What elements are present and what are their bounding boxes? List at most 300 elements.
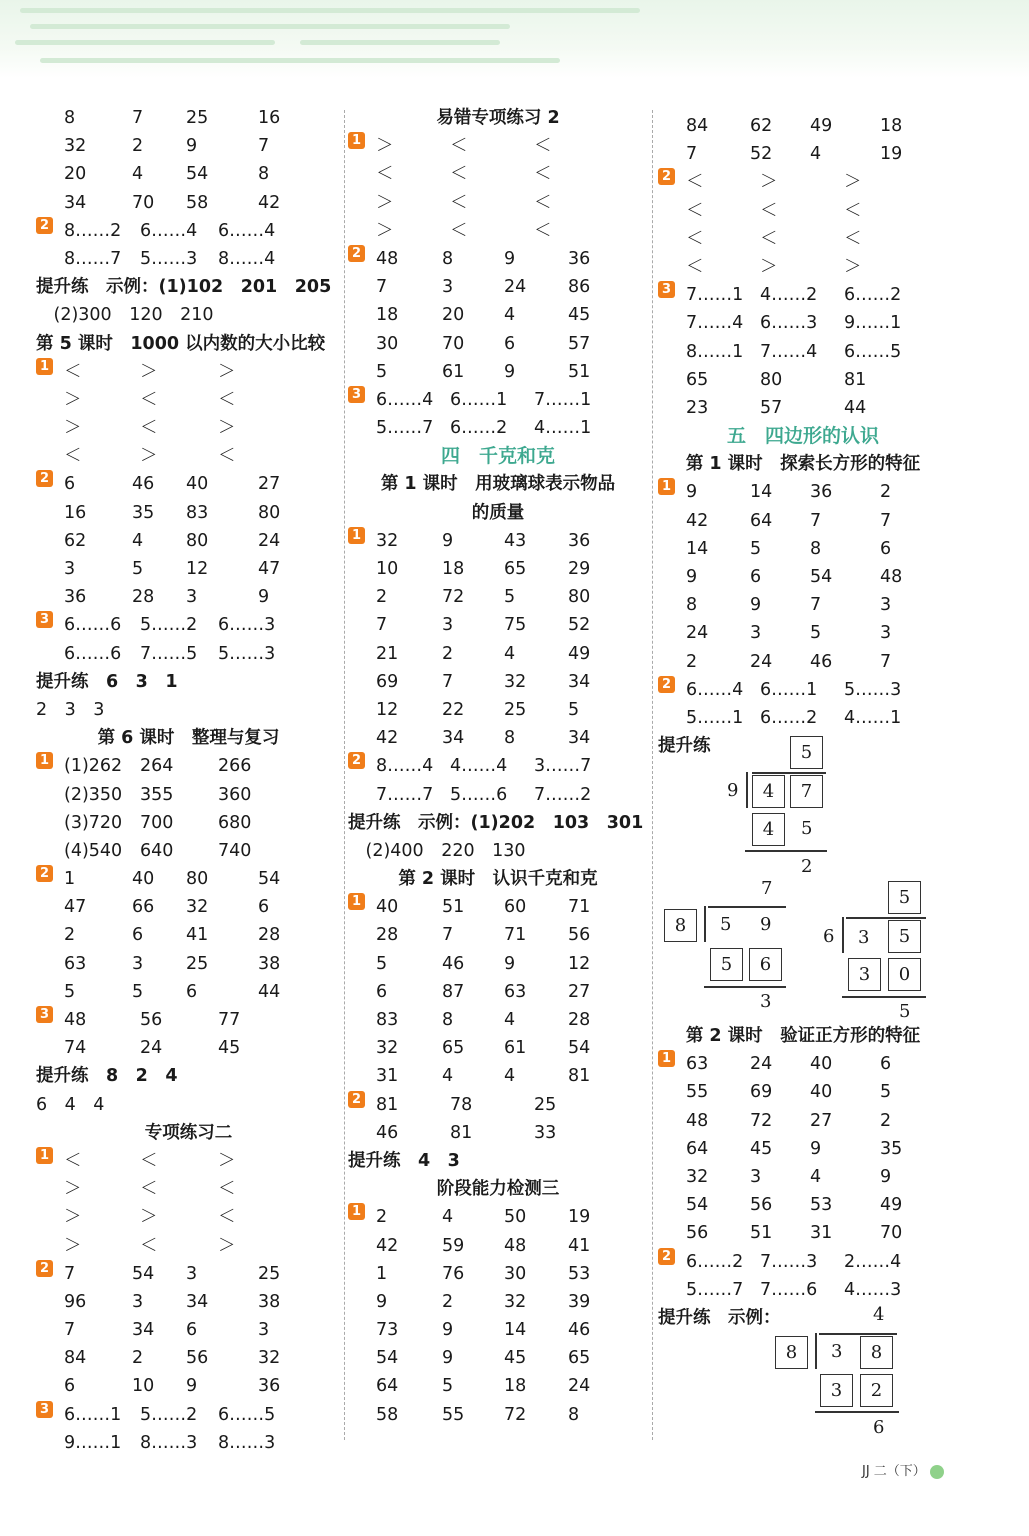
answer-cell: 4 (810, 144, 822, 165)
answer-cell: 6 (64, 474, 76, 495)
answer-cell: 36 (568, 248, 591, 269)
answer-cell: 8 (442, 248, 454, 269)
question-number-badge: 2 (36, 1260, 53, 1277)
divisor-box: 8 (664, 909, 697, 942)
answer-cell: 5……6 (450, 784, 508, 805)
answer-cell: ＞ (760, 172, 778, 193)
answer-cell: ＞ (218, 418, 236, 439)
answer-cell: 40 (810, 1082, 833, 1103)
answer-cell: 80 (258, 502, 281, 523)
answer-cell: 7……1 (534, 389, 592, 410)
answer-cell: 5……1 (686, 707, 744, 728)
answer-cell: 49 (880, 1195, 903, 1216)
quotient-box: 5 (888, 881, 921, 914)
answer-cell: 7 (376, 277, 388, 298)
answer-row (36, 245, 341, 273)
answer-cell: ＜ (534, 164, 552, 185)
answer-row (348, 640, 648, 668)
answer-cell: 5 (810, 623, 822, 644)
lesson-heading: 第 1 课时 探索长方形的特征 (685, 454, 921, 475)
answer-cell: 5……3 (844, 679, 902, 700)
answer-cell: 54 (186, 164, 209, 185)
answer-row (36, 1401, 341, 1429)
answer-row (348, 1316, 648, 1344)
answer-cell: ＞ (140, 361, 158, 382)
answer-cell: 3 (186, 587, 198, 608)
answer-row (348, 696, 648, 724)
subtraction-line (704, 986, 786, 988)
answer-cell: 6 (750, 567, 762, 587)
answer-cell: 2 (132, 136, 144, 157)
answer-cell: 81 (844, 369, 867, 390)
answer-cell: 7 (686, 144, 698, 165)
answer-cell: 24 (504, 277, 527, 298)
answer-cell: 6……4 (140, 220, 198, 241)
answer-row (348, 1091, 648, 1119)
answer-cell: 40 (376, 897, 399, 918)
answer-row (348, 1344, 648, 1372)
question-number-badge: 3 (36, 1006, 53, 1023)
answer-row (658, 1248, 948, 1276)
answer-cell: 44 (258, 981, 281, 1002)
answer-row (348, 752, 648, 780)
answer-row (36, 1175, 341, 1203)
answer-cell: 46 (568, 1320, 591, 1341)
answer-cell: 6……6 (64, 643, 122, 664)
answer-cell: 700 (140, 812, 174, 833)
answer-cell: 6……3 (218, 615, 276, 636)
remainder-digit: 2 (801, 856, 813, 877)
answer-cell: 2 (64, 925, 76, 946)
extension-practice-line: 提升练 示例：(1)202 103 301 (348, 812, 644, 833)
answer-row (658, 1050, 948, 1078)
answer-row (36, 1288, 341, 1316)
answer-cell: ＜ (376, 164, 394, 185)
answer-cell: 19 (880, 144, 903, 165)
answer-cell: ＜ (218, 1207, 236, 1228)
lesson-heading: 第 2 课时 认识千克和克 (398, 869, 598, 890)
answer-row (658, 197, 948, 225)
answer-cell: 27 (258, 474, 281, 495)
answer-cell: 9 (442, 530, 454, 551)
lesson-heading: 第 6 课时 整理与复习 (97, 728, 280, 749)
answer-row (658, 648, 948, 676)
answer-cell: 70 (132, 192, 155, 213)
answer-cell: 62 (750, 116, 773, 136)
answer-cell: 36 (64, 587, 87, 608)
answer-row (658, 619, 948, 647)
answer-cell: 4 (504, 643, 516, 664)
answer-cell: 51 (750, 1223, 773, 1244)
answer-cell: 20 (442, 305, 465, 326)
answer-row (348, 1062, 648, 1090)
extension-practice-line: 提升练 8 2 4 (36, 1066, 178, 1087)
answer-row (658, 140, 948, 168)
quotient-box: 5 (790, 736, 823, 769)
answer-cell: 64 (686, 1138, 709, 1159)
answer-cell: 75 (504, 615, 527, 636)
answer-row (658, 338, 948, 366)
answer-cell: 72 (750, 1110, 773, 1131)
answer-row (658, 478, 948, 506)
answer-cell: ＜ (686, 200, 704, 221)
answer-cell: 9 (376, 1291, 388, 1312)
answer-row (36, 414, 341, 442)
answer-cell: ＞ (760, 256, 778, 277)
answer-cell: 32 (258, 1348, 281, 1369)
answer-row (348, 1203, 648, 1231)
answer-row (36, 386, 341, 414)
answer-cell: ＜ (218, 1179, 236, 1200)
answer-cell: 5 (568, 699, 580, 720)
answer-cell: 2 (376, 587, 388, 608)
answer-cell: 63 (64, 953, 87, 974)
answer-cell: 3 (186, 1263, 198, 1284)
answer-cell: 5 (750, 538, 762, 559)
answer-cell: 740 (218, 840, 252, 861)
answer-cell: 5 (132, 559, 144, 579)
answer-cell: 42 (686, 510, 709, 531)
answer-cell: 47 (258, 559, 281, 579)
answer-cell: (3)720 (64, 812, 123, 833)
answer-cell: 52 (750, 144, 773, 165)
answer-cell: 9 (186, 136, 198, 157)
product-digit: 5 (801, 818, 813, 839)
answer-cell: 42 (376, 728, 399, 749)
answer-cell: 20 (64, 164, 87, 185)
dividend-digit: 3 (858, 927, 870, 948)
answer-cell: 25 (186, 953, 209, 974)
answer-cell: 5 (64, 981, 76, 1002)
answer-row (36, 189, 341, 217)
answer-cell: 57 (568, 333, 591, 354)
answer-cell: 56 (686, 1223, 709, 1244)
answer-cell: 4 (132, 530, 144, 551)
answer-cell: 53 (568, 1263, 591, 1284)
question-number-badge: 2 (348, 1091, 365, 1108)
answer-cell: 81 (568, 1066, 591, 1087)
answer-cell: 45 (504, 1348, 527, 1369)
remainder-digit: 6 (873, 1417, 885, 1438)
answer-cell: 6……5 (844, 341, 902, 362)
extension-practice-line: (2)300 120 210 (36, 305, 214, 326)
column-divider (652, 110, 653, 1440)
answer-row (36, 527, 341, 555)
answer-cell: 36 (810, 482, 833, 503)
answer-cell: 8 (258, 164, 270, 185)
answer-cell: 1 (64, 869, 76, 890)
answer-cell: 4 (504, 305, 516, 326)
answer-cell: ＞ (64, 1207, 82, 1228)
division-bracket-top (846, 917, 926, 919)
answer-cell: 1 (376, 1263, 388, 1284)
answer-cell: 5 (504, 587, 516, 608)
product-box: 4 (752, 813, 785, 846)
answer-cell: 84 (686, 116, 709, 136)
answer-cell: 6 (64, 1376, 76, 1397)
answer-cell: 10 (376, 559, 399, 579)
answer-cell: 64 (750, 510, 773, 531)
answer-row (348, 217, 648, 245)
answer-cell: 6……2 (686, 1251, 744, 1272)
answer-cell: 45 (750, 1138, 773, 1159)
dividend-digit: 9 (760, 914, 772, 935)
answer-cell: 8……7 (64, 248, 122, 269)
answer-cell: 76 (442, 1263, 465, 1284)
answer-cell: 4……1 (844, 707, 902, 728)
answer-row (36, 865, 341, 893)
dividend-digit: 5 (720, 914, 732, 935)
answer-cell: 9 (258, 587, 270, 608)
page-footer (862, 1460, 944, 1479)
answer-cell: 27 (568, 981, 591, 1002)
answer-cell: 32 (686, 1166, 709, 1187)
answer-row (658, 535, 948, 563)
answer-cell: 5 (880, 1082, 892, 1103)
answer-row (658, 563, 948, 591)
question-number-badge: 1 (36, 752, 53, 769)
answer-cell: ＞ (64, 389, 82, 410)
question-number-badge: 2 (36, 217, 53, 234)
answer-cell: 45 (218, 1038, 241, 1059)
answer-cell: 9 (186, 1376, 198, 1397)
answer-cell: 4 (504, 1010, 516, 1030)
answer-cell: 3 (750, 623, 762, 644)
answer-cell: 71 (504, 925, 527, 946)
answer-cell: 7……3 (760, 1251, 818, 1272)
extension-practice-line: 提升练 4 3 (348, 1150, 460, 1171)
answer-cell: 8……2 (64, 220, 122, 241)
answer-cell: 16 (258, 108, 281, 128)
answer-cell: 58 (376, 1404, 399, 1425)
answer-cell: 46 (442, 953, 465, 974)
answer-cell: 7……6 (760, 1279, 818, 1300)
answer-cell: 7……1 (686, 285, 744, 306)
division-bracket-side (746, 772, 748, 808)
answer-cell: 9 (880, 1166, 892, 1187)
answer-cell: (4)540 (64, 840, 123, 861)
answer-cell: 48 (64, 1010, 87, 1030)
answer-cell: 2 (442, 1291, 454, 1312)
answer-cell: 45 (568, 305, 591, 326)
dividend-box: 4 (752, 775, 785, 808)
answer-cell: 355 (140, 784, 174, 805)
answer-cell: 24 (568, 1376, 591, 1397)
answer-cell: 44 (844, 397, 867, 418)
answer-cell: 3……7 (534, 756, 592, 777)
answer-cell: 7 (376, 615, 388, 636)
answer-row (36, 893, 341, 921)
answer-row (36, 470, 341, 498)
answer-cell: 25 (504, 699, 527, 720)
answer-cell: 38 (258, 1291, 281, 1312)
answer-row (36, 781, 341, 809)
answer-cell: 5 (376, 361, 388, 382)
answer-row (348, 1232, 648, 1260)
answer-cell: ＞ (140, 1207, 158, 1228)
answer-cell: ＜ (534, 136, 552, 157)
answer-row (348, 555, 648, 583)
answer-cell: 6 (504, 333, 516, 354)
answer-cell: 4 (442, 1066, 454, 1087)
answer-cell: 66 (132, 897, 155, 918)
answer-cell: ＜ (64, 446, 82, 467)
answer-cell: 3 (64, 559, 76, 579)
answer-cell: 48 (504, 1235, 527, 1256)
answer-cell: 39 (568, 1291, 591, 1312)
answer-cell: 7 (442, 671, 454, 692)
answer-row (348, 527, 648, 555)
answer-row (348, 1006, 648, 1034)
answer-cell: 3 (132, 953, 144, 974)
answer-cell: 9 (442, 1348, 454, 1369)
answer-cell: 52 (568, 615, 591, 636)
extension-practice-line: 2 3 3 (36, 699, 105, 720)
answer-cell: ＞ (218, 1235, 236, 1256)
answer-cell: 59 (442, 1235, 465, 1256)
answer-cell: 51 (568, 361, 591, 382)
answer-cell: 84 (64, 1348, 87, 1369)
answer-cell: 14 (686, 538, 709, 559)
answer-cell: 24 (258, 530, 281, 551)
answer-cell: 4 (442, 1207, 454, 1228)
answer-cell: 7 (64, 1263, 76, 1284)
answer-cell: 73 (376, 1320, 399, 1341)
answer-cell: 48 (686, 1110, 709, 1131)
answer-row (36, 1006, 341, 1034)
answer-cell: 4 (132, 164, 144, 185)
answer-cell: 46 (376, 1122, 399, 1143)
question-number-badge: 2 (658, 676, 675, 693)
answer-cell: 18 (442, 559, 465, 579)
answer-cell: 32 (186, 897, 209, 918)
answer-cell: ＜ (450, 220, 468, 241)
answer-cell: 4 (810, 1166, 822, 1187)
answer-cell: 32 (504, 671, 527, 692)
answer-cell: 58 (186, 192, 209, 213)
lesson-heading: 易错专项练习 2 (436, 108, 560, 128)
answer-cell: 87 (442, 981, 465, 1002)
answer-row (36, 217, 341, 245)
top-banner (0, 0, 1029, 78)
answer-row (36, 1147, 341, 1175)
answer-cell: ＜ (450, 164, 468, 185)
answer-cell: ＞ (376, 136, 394, 157)
answer-row (348, 189, 648, 217)
question-number-badge: 1 (36, 1147, 53, 1164)
answer-row (348, 978, 648, 1006)
answer-cell: 74 (64, 1038, 87, 1059)
answer-cell: 6……2 (844, 285, 902, 306)
answer-cell: 36 (568, 530, 591, 551)
lesson-heading: 第 2 课时 验证正方形的特征 (685, 1026, 921, 1046)
answer-cell: 56 (750, 1195, 773, 1216)
answer-cell: 70 (880, 1223, 903, 1244)
answer-cell: 36 (258, 1376, 281, 1397)
answer-row (348, 414, 648, 442)
answer-cell: 43 (504, 530, 527, 551)
answer-cell: 71 (568, 897, 591, 918)
answer-cell: 7 (880, 651, 892, 672)
extension-practice-line: 6 4 4 (36, 1094, 105, 1115)
product-box: 2 (860, 1374, 893, 1407)
answer-cell: 54 (810, 567, 833, 587)
answer-row (36, 837, 341, 865)
answer-cell: 56 (186, 1348, 209, 1369)
answer-cell: 30 (376, 333, 399, 354)
answer-cell: 32 (504, 1291, 527, 1312)
answer-cell: 50 (504, 1207, 527, 1228)
answer-cell: 3 (442, 277, 454, 298)
answer-cell: 8……1 (686, 341, 744, 362)
answer-row (658, 1219, 948, 1247)
answer-cell: 6……2 (450, 418, 508, 439)
answer-cell: 56 (140, 1010, 163, 1030)
answer-cell: 28 (132, 587, 155, 608)
answer-row (658, 1078, 948, 1106)
section-title: 五 四边形的认识 (726, 425, 879, 448)
answer-row (658, 1276, 948, 1304)
answer-cell: 12 (186, 559, 209, 579)
division-bracket-top (819, 1333, 897, 1335)
answer-cell: 8……3 (140, 1432, 198, 1453)
answer-cell: 60 (504, 897, 527, 918)
answer-cell: 9……1 (844, 313, 902, 334)
answer-row (36, 640, 341, 668)
answer-cell: 40 (186, 474, 209, 495)
answer-cell: 54 (132, 1263, 155, 1284)
answer-cell: 70 (442, 333, 465, 354)
answer-cell: 2 (880, 482, 892, 503)
question-number-badge: 1 (658, 1050, 675, 1067)
answer-cell: 65 (442, 1038, 465, 1059)
answer-cell: 9 (442, 1320, 454, 1341)
answer-cell: 4 (504, 1066, 516, 1087)
product-box: 3 (848, 958, 881, 991)
answer-cell: ＜ (64, 1150, 82, 1171)
answer-cell: 3 (880, 595, 892, 616)
answer-cell: ＜ (844, 228, 862, 249)
answer-cell: 18 (880, 116, 903, 136)
answer-cell: ＞ (64, 1179, 82, 1200)
answer-cell: ＜ (218, 446, 236, 467)
answer-cell: 3 (132, 1291, 144, 1312)
extension-practice-line: (2)400 220 130 (348, 840, 526, 861)
answer-cell: (2)350 (64, 784, 123, 805)
answer-cell: 9 (504, 953, 516, 974)
answer-row (348, 1119, 648, 1147)
answer-row (36, 1429, 341, 1457)
question-number-badge: 3 (348, 386, 365, 403)
answer-cell: 41 (568, 1235, 591, 1256)
answer-row (348, 921, 648, 949)
answer-cell: ＞ (844, 256, 862, 277)
answer-cell: 41 (186, 925, 209, 946)
answer-row (36, 442, 341, 470)
answer-row (658, 309, 948, 337)
answer-cell: 4……4 (450, 756, 508, 777)
lesson-heading: 第 5 课时 1000 以内数的大小比较 (36, 333, 326, 354)
answer-row (348, 950, 648, 978)
answer-cell: 34 (64, 192, 87, 213)
lesson-heading: 专项练习二 (144, 1122, 233, 1143)
answer-cell: ＜ (140, 1179, 158, 1200)
answer-cell: 55 (686, 1082, 709, 1103)
answer-cell: 7……4 (760, 341, 818, 362)
answer-cell: 12 (376, 699, 399, 720)
answer-row (36, 160, 341, 188)
answer-cell: ＜ (140, 1150, 158, 1171)
